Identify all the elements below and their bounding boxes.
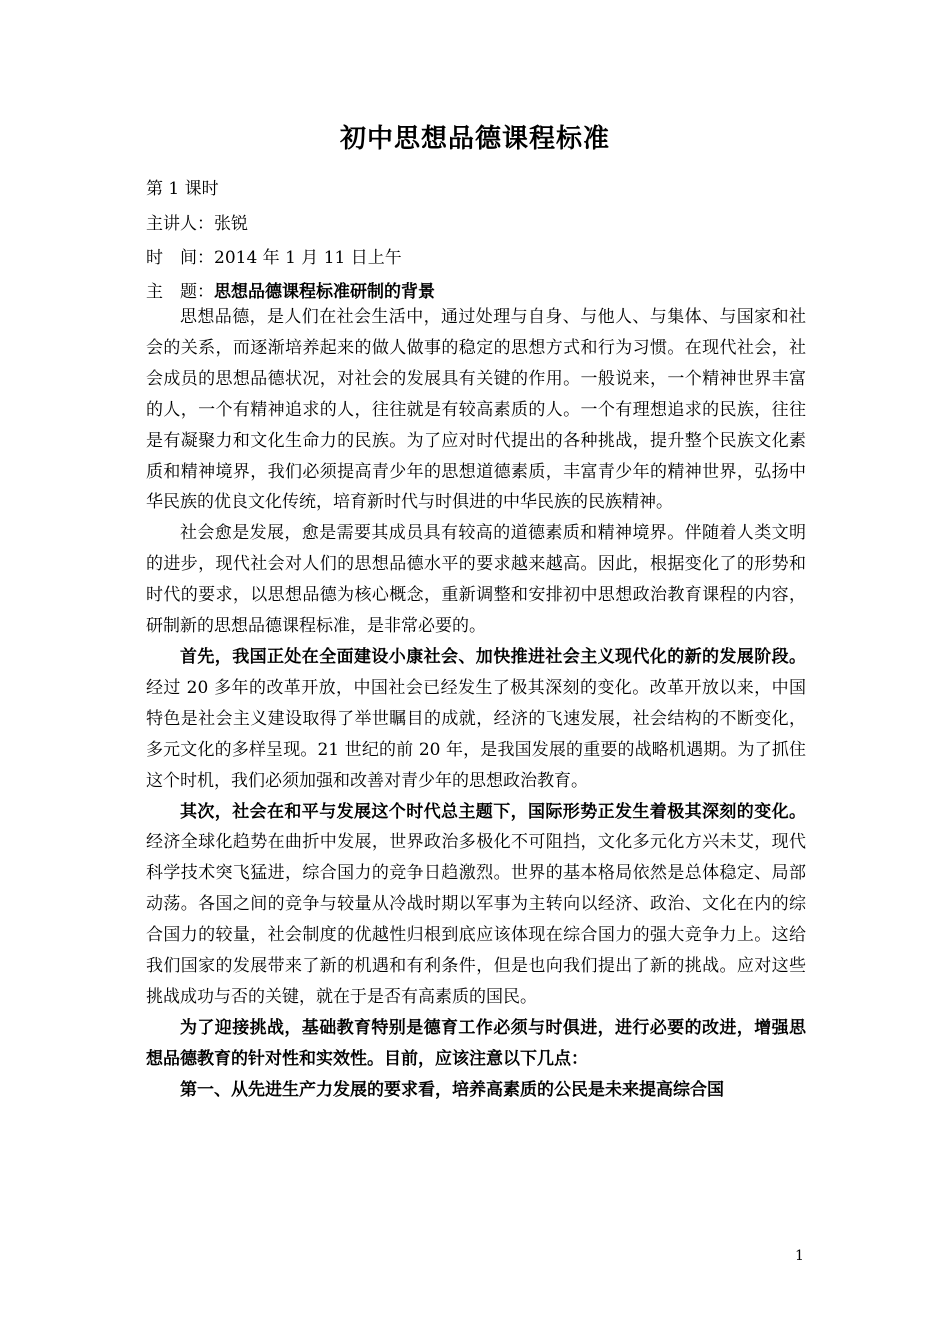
topic-text: 思想品德课程标准研制的背景 — [214, 282, 435, 302]
paragraph-text: 经济全球化趋势在曲折中发展，世界政治多极化不可阻挡，文化多元化方兴未艾，现代科学技术突飞猛进，综合国力的竞争日趋激烈。世界的基本格局依然是总体稳定、局部动荡。各国之间的竞争与较量从冷战时期以军事为主转向以经济、政治、文化在内的综合国力的较量，社会制度的优越性归根到底应该体现在综合国力的强大竞争力上。这给我们国家的发展带来了新的机遇和有利条件，但是也向我们提出了新的挑战。应对这些挑战成功与否的关键，就在于是否有高素质的国民。 — [146, 832, 806, 1007]
paragraph — [146, 1013, 806, 1075]
speaker-line: 主讲人：张锐 — [146, 214, 248, 234]
paragraph — [146, 642, 806, 797]
paragraph — [146, 797, 806, 1013]
paragraph-text: 社会愈是发展，愈是需要其成员具有较高的道德素质和精神境界。伴随着人类文明的进步，现代社会对人们的思想品德水平的要求越来越高。因此，根据变化了的形势和时代的要求，以思想品德为核心概念，重新调整和安排初中思想政治教育课程的内容，研制新的思想品德课程标准，是非常必要的。 — [146, 523, 806, 637]
topic-label: 主 题： — [146, 282, 214, 302]
paragraph-text: 经过 20 多年的改革开放，中国社会已经发生了极其深刻的变化。改革开放以来，中国特色是社会主义建设取得了举世瞩目的成就，经济的飞速发展，社会结构的不断变化，多元文化的多样呈现。21 世纪的前 20 年，是我国发展的重要的战略机遇期。为了抓住这个时机，我们必须加强和改善对青少年的思想政治教育。 — [146, 677, 806, 791]
paragraph-lead: 第一、从先进生产力发展的要求看，培养高素质的公民是未来提高综合国 — [180, 1079, 724, 1100]
lesson-line: 第 1 课时 — [146, 179, 219, 199]
paragraph — [146, 302, 806, 518]
paragraph — [146, 518, 806, 642]
paragraph-text: 思想品德，是人们在社会生活中，通过处理与自身、与他人、与集体、与国家和社会的关系，而逐渐培养起来的做人做事的稳定的思想方式和行为习惯。在现代社会，社会成员的思想品德状况，对社会的发展具有关键的作用。一般说来，一个精神世界丰富的人，一个有精神追求的人，往往就是有较高素质的人。一个有理想追求的民族，往往是有凝聚力和文化生命力的民族。为了应对时代提出的各种挑战，提升整个民族文化素质和精神境界，我们必须提高青少年的思想道德素质，丰富青少年的精神世界，弘扬中华民族的优良文化传统，培育新时代与时俱进的中华民族的民族精神。 — [146, 307, 806, 513]
paragraph-lead: 首先，我国正处在全面建设小康社会、加快推进社会主义现代化的新的发展阶段。 — [180, 646, 806, 667]
paragraph-lead: 其次，社会在和平与发展这个时代总主题下，国际形势正发生着极其深刻的变化。 — [180, 801, 806, 822]
document-title: 初中思想品德课程标准 — [339, 124, 610, 154]
paragraph — [146, 1075, 806, 1106]
paragraph-lead: 为了迎接挑战，基础教育特别是德育工作必须与时俱进，进行必要的改进，增强思想品德教育的针对性和实效性。目前，应该注意以下几点： — [146, 1017, 806, 1069]
time-line: 时 间：2014 年 1 月 11 日上午 — [146, 248, 402, 268]
topic-line — [146, 277, 435, 302]
page-number: 1 — [795, 1248, 804, 1264]
document-body — [146, 302, 806, 1106]
